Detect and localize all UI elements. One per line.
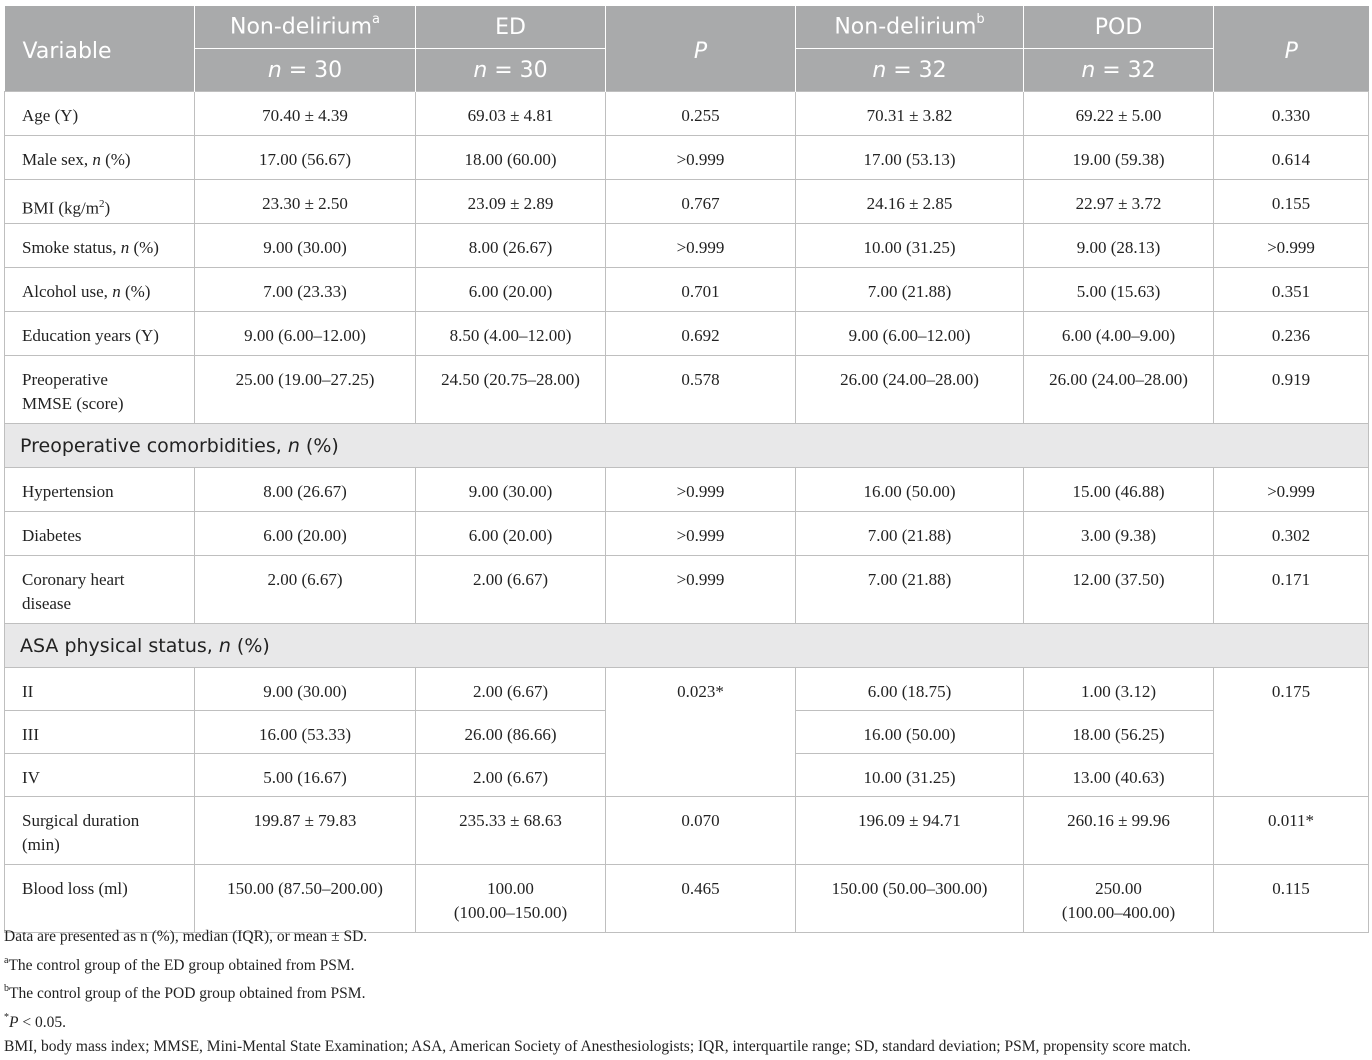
cell-value: 26.00 (86.66) bbox=[416, 711, 606, 754]
cell-value: 2.00 (6.67) bbox=[195, 556, 416, 624]
table-row bbox=[5, 312, 1369, 356]
cell-value: 9.00 (28.13) bbox=[1024, 224, 1214, 268]
cell-value: 70.31 ± 3.82 bbox=[796, 92, 1024, 136]
footnote-abbreviations: BMI, body mass index; MMSE, Mini-Mental State Examination; ASA, American Society of Anesthesiologists; IQR, interquartile range; SD, standard deviation; PSM, propensity score match. bbox=[4, 1038, 1191, 1056]
header-row bbox=[5, 6, 1369, 49]
row-label: Surgical duration (min) bbox=[5, 797, 195, 865]
cell-value: 16.00 (53.33) bbox=[195, 711, 416, 754]
section-title: ASA physical status, n (%) bbox=[5, 624, 1369, 668]
footnote-a: $^a$The control group of the ED group obtained from PSM. bbox=[4, 954, 355, 974]
cell-p-value: 0.578 bbox=[606, 356, 796, 424]
cell-value: 235.33 ± 68.63 bbox=[416, 797, 606, 865]
header-variable: Variable bbox=[5, 6, 195, 92]
cell-value: 7.00 (21.88) bbox=[796, 268, 1024, 312]
demographics-table bbox=[4, 6, 1369, 933]
cell-p-value: >0.999 bbox=[1214, 468, 1369, 512]
cell-value: 6.00 (20.00) bbox=[416, 268, 606, 312]
cell-value: 10.00 (31.25) bbox=[796, 224, 1024, 268]
header-p-1: P bbox=[606, 6, 796, 92]
header-n-non-delirium-b: n = 32 bbox=[796, 49, 1024, 92]
footnote-b: $^b$The control group of the POD group obtained from PSM. bbox=[4, 983, 366, 1003]
cell-value: 8.50 (4.00–12.00) bbox=[416, 312, 606, 356]
cell-value: 100.00 (100.00–150.00) bbox=[416, 865, 606, 933]
table-row bbox=[5, 356, 1369, 424]
table-row bbox=[5, 668, 1369, 711]
cell-value: 70.40 ± 4.39 bbox=[195, 92, 416, 136]
cell-value: 7.00 (21.88) bbox=[796, 556, 1024, 624]
cell-value: 18.00 (56.25) bbox=[1024, 711, 1214, 754]
cell-p-value: 0.175 bbox=[1214, 668, 1369, 797]
cell-value: 196.09 ± 94.71 bbox=[796, 797, 1024, 865]
cell-p-value: 0.255 bbox=[606, 92, 796, 136]
cell-value: 18.00 (60.00) bbox=[416, 136, 606, 180]
table-row bbox=[5, 797, 1369, 865]
cell-p-value: 0.171 bbox=[1214, 556, 1369, 624]
cell-p-value: 0.767 bbox=[606, 180, 796, 224]
cell-value: 69.03 ± 4.81 bbox=[416, 92, 606, 136]
table-row bbox=[5, 180, 1369, 224]
cell-value: 2.00 (6.67) bbox=[416, 556, 606, 624]
row-label: Hypertension bbox=[5, 468, 195, 512]
header-pod: POD bbox=[1024, 6, 1214, 49]
header-ed: ED bbox=[416, 6, 606, 49]
table-row bbox=[5, 136, 1369, 180]
footnote-data-presentation: Data are presented as n (%), median (IQR), or mean ± SD. bbox=[4, 928, 368, 945]
cell-value: 7.00 (21.88) bbox=[796, 512, 1024, 556]
cell-value: 26.00 (24.00–28.00) bbox=[1024, 356, 1214, 424]
cell-value: 17.00 (56.67) bbox=[195, 136, 416, 180]
cell-value: 3.00 (9.38) bbox=[1024, 512, 1214, 556]
row-label: Blood loss (ml) bbox=[5, 865, 195, 933]
section-title: Preoperative comorbidities, n (%) bbox=[5, 424, 1369, 468]
cell-value: 250.00 (100.00–400.00) bbox=[1024, 865, 1214, 933]
cell-p-value: 0.070 bbox=[606, 797, 796, 865]
row-label: Education years (Y) bbox=[5, 312, 195, 356]
cell-value: 8.00 (26.67) bbox=[195, 468, 416, 512]
row-label: BMI $(kg/m^2)$ bbox=[5, 180, 195, 224]
cell-value: 260.16 ± 99.96 bbox=[1024, 797, 1214, 865]
cell-value: 9.00 (6.00–12.00) bbox=[195, 312, 416, 356]
cell-value: 2.00 (6.67) bbox=[416, 668, 606, 711]
cell-p-value: >0.999 bbox=[606, 468, 796, 512]
cell-value: 26.00 (24.00–28.00) bbox=[796, 356, 1024, 424]
cell-value: 7.00 (23.33) bbox=[195, 268, 416, 312]
cell-value: 5.00 (16.67) bbox=[195, 754, 416, 797]
cell-value: 9.00 (30.00) bbox=[195, 668, 416, 711]
table-row bbox=[5, 556, 1369, 624]
cell-p-value: >0.999 bbox=[1214, 224, 1369, 268]
cell-value: 19.00 (59.38) bbox=[1024, 136, 1214, 180]
cell-value: 150.00 (87.50–200.00) bbox=[195, 865, 416, 933]
cell-p-value: 0.701 bbox=[606, 268, 796, 312]
cell-value: 2.00 (6.67) bbox=[416, 754, 606, 797]
section-header-asa bbox=[5, 624, 1369, 668]
cell-p-value: 0.155 bbox=[1214, 180, 1369, 224]
cell-value: 12.00 (37.50) bbox=[1024, 556, 1214, 624]
table-row bbox=[5, 512, 1369, 556]
cell-value: 6.00 (4.00–9.00) bbox=[1024, 312, 1214, 356]
header-n-ed: n = 30 bbox=[416, 49, 606, 92]
cell-p-value: 0.351 bbox=[1214, 268, 1369, 312]
header-n-pod: n = 32 bbox=[1024, 49, 1214, 92]
cell-value: 6.00 (20.00) bbox=[416, 512, 606, 556]
cell-value: 150.00 (50.00–300.00) bbox=[796, 865, 1024, 933]
cell-value: 8.00 (26.67) bbox=[416, 224, 606, 268]
header-non-delirium-b: Non-delirium$^b$ bbox=[796, 6, 1024, 49]
cell-value: 23.30 ± 2.50 bbox=[195, 180, 416, 224]
row-label: Smoke status, n (%) bbox=[5, 224, 195, 268]
cell-value: 199.87 ± 79.83 bbox=[195, 797, 416, 865]
cell-value: 9.00 (30.00) bbox=[195, 224, 416, 268]
row-label: Male sex, n (%) bbox=[5, 136, 195, 180]
table-footnotes bbox=[4, 925, 1368, 1060]
row-label: III bbox=[5, 711, 195, 754]
cell-value: 24.50 (20.75–28.00) bbox=[416, 356, 606, 424]
row-label: Coronary heart disease bbox=[5, 556, 195, 624]
cell-p-value: 0.919 bbox=[1214, 356, 1369, 424]
cell-value: 6.00 (18.75) bbox=[796, 668, 1024, 711]
cell-p-value: >0.999 bbox=[606, 556, 796, 624]
header-non-delirium-a: Non-delirium$^a$ bbox=[195, 6, 416, 49]
cell-value: 69.22 ± 5.00 bbox=[1024, 92, 1214, 136]
row-label: Age (Y) bbox=[5, 92, 195, 136]
row-label: II bbox=[5, 668, 195, 711]
header-p-2: P bbox=[1214, 6, 1369, 92]
cell-value: 24.16 ± 2.85 bbox=[796, 180, 1024, 224]
table-container bbox=[4, 6, 1368, 933]
cell-value: 16.00 (50.00) bbox=[796, 711, 1024, 754]
cell-value: 9.00 (6.00–12.00) bbox=[796, 312, 1024, 356]
cell-value: 17.00 (53.13) bbox=[796, 136, 1024, 180]
row-label: Alcohol use, n (%) bbox=[5, 268, 195, 312]
table-row bbox=[5, 224, 1369, 268]
table-row bbox=[5, 468, 1369, 512]
cell-p-value: 0.011* bbox=[1214, 797, 1369, 865]
cell-p-value: 0.302 bbox=[1214, 512, 1369, 556]
cell-value: 1.00 (3.12) bbox=[1024, 668, 1214, 711]
row-label: Preoperative MMSE (score) bbox=[5, 356, 195, 424]
table-row bbox=[5, 92, 1369, 136]
section-header-comorbidities bbox=[5, 424, 1369, 468]
cell-value: 9.00 (30.00) bbox=[416, 468, 606, 512]
cell-value: 10.00 (31.25) bbox=[796, 754, 1024, 797]
table-row bbox=[5, 268, 1369, 312]
cell-p-value: 0.330 bbox=[1214, 92, 1369, 136]
cell-value: 6.00 (20.00) bbox=[195, 512, 416, 556]
cell-p-value: 0.692 bbox=[606, 312, 796, 356]
cell-p-value: 0.115 bbox=[1214, 865, 1369, 933]
cell-value: 13.00 (40.63) bbox=[1024, 754, 1214, 797]
cell-p-value: 0.465 bbox=[606, 865, 796, 933]
cell-value: 23.09 ± 2.89 bbox=[416, 180, 606, 224]
row-label: IV bbox=[5, 754, 195, 797]
footnote-significance: *P < 0.05. bbox=[4, 1011, 66, 1031]
cell-value: 22.97 ± 3.72 bbox=[1024, 180, 1214, 224]
cell-value: 16.00 (50.00) bbox=[796, 468, 1024, 512]
cell-p-value: 0.614 bbox=[1214, 136, 1369, 180]
cell-value: 25.00 (19.00–27.25) bbox=[195, 356, 416, 424]
cell-p-value: 0.023* bbox=[606, 668, 796, 797]
cell-value: 15.00 (46.88) bbox=[1024, 468, 1214, 512]
header-n-non-delirium-a: n = 30 bbox=[195, 49, 416, 92]
cell-p-value: >0.999 bbox=[606, 136, 796, 180]
cell-p-value: >0.999 bbox=[606, 224, 796, 268]
cell-value: 5.00 (15.63) bbox=[1024, 268, 1214, 312]
cell-p-value: >0.999 bbox=[606, 512, 796, 556]
cell-p-value: 0.236 bbox=[1214, 312, 1369, 356]
table-row bbox=[5, 865, 1369, 933]
row-label: Diabetes bbox=[5, 512, 195, 556]
